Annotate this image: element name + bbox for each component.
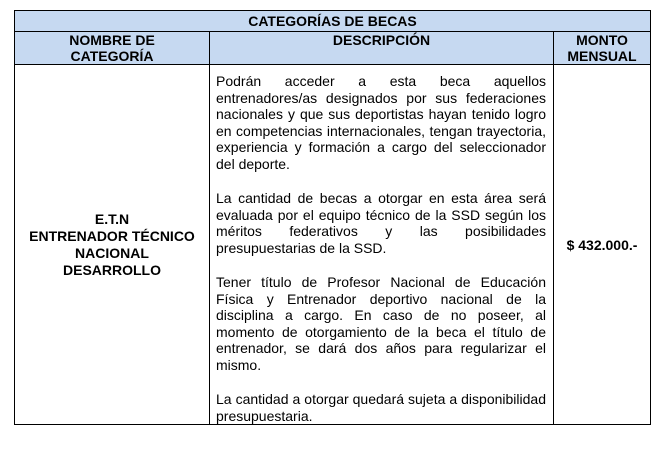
- description-header: DESCRIPCIÓN: [210, 32, 554, 65]
- becas-table: [14, 10, 651, 425]
- amount-header-line1: MONTO: [576, 32, 628, 48]
- description-cell: [210, 65, 554, 425]
- description-paragraph: Podrán acceder a esta beca aquellos entrenadores/as designados por sus federaciones nacionales y que sus deportistas hayan tenido logro en competencias internacionales, tengan trayectoria, experiencia y formación a cargo del seleccionador del deporte.: [216, 73, 546, 172]
- description-paragraph: Tener título de Profesor Nacional de Educación Física y Entrenador deportivo nacional de la disciplina a cargo. En caso de no poseer, al momento de otorgamiento de la beca el título de entrenador, se dará dos años para regularizar el mismo.: [216, 274, 546, 373]
- category-header-line2: CATEGORÍA: [70, 48, 154, 64]
- amount-header-line2: MENSUAL: [567, 48, 637, 64]
- category-header-line1: NOMBRE DE: [69, 32, 155, 48]
- category-header: [15, 32, 210, 65]
- category-name-line1: ENTRENADOR TÉCNICO: [29, 227, 195, 244]
- category-name-line2: NACIONAL: [75, 244, 149, 261]
- table-title: CATEGORÍAS DE BECAS: [15, 11, 651, 32]
- description-paragraph: La cantidad de becas a otorgar en esta área será evaluada por el equipo técnico de la SSD según los méritos federativos y las posibilidades presupuestarias de la SSD.: [216, 190, 546, 256]
- amount-header: [554, 32, 651, 65]
- category-cell: [15, 65, 210, 425]
- header-row: [15, 32, 651, 65]
- table-row: [15, 65, 651, 425]
- category-code: E.T.N: [94, 210, 130, 227]
- title-row: [15, 11, 651, 32]
- amount-cell: $ 432.000.-: [554, 65, 651, 425]
- category-name-line3: DESARROLLO: [63, 261, 161, 278]
- description-paragraph: La cantidad a otorgar quedará sujeta a disponibilidad presupuestaria.: [216, 391, 546, 424]
